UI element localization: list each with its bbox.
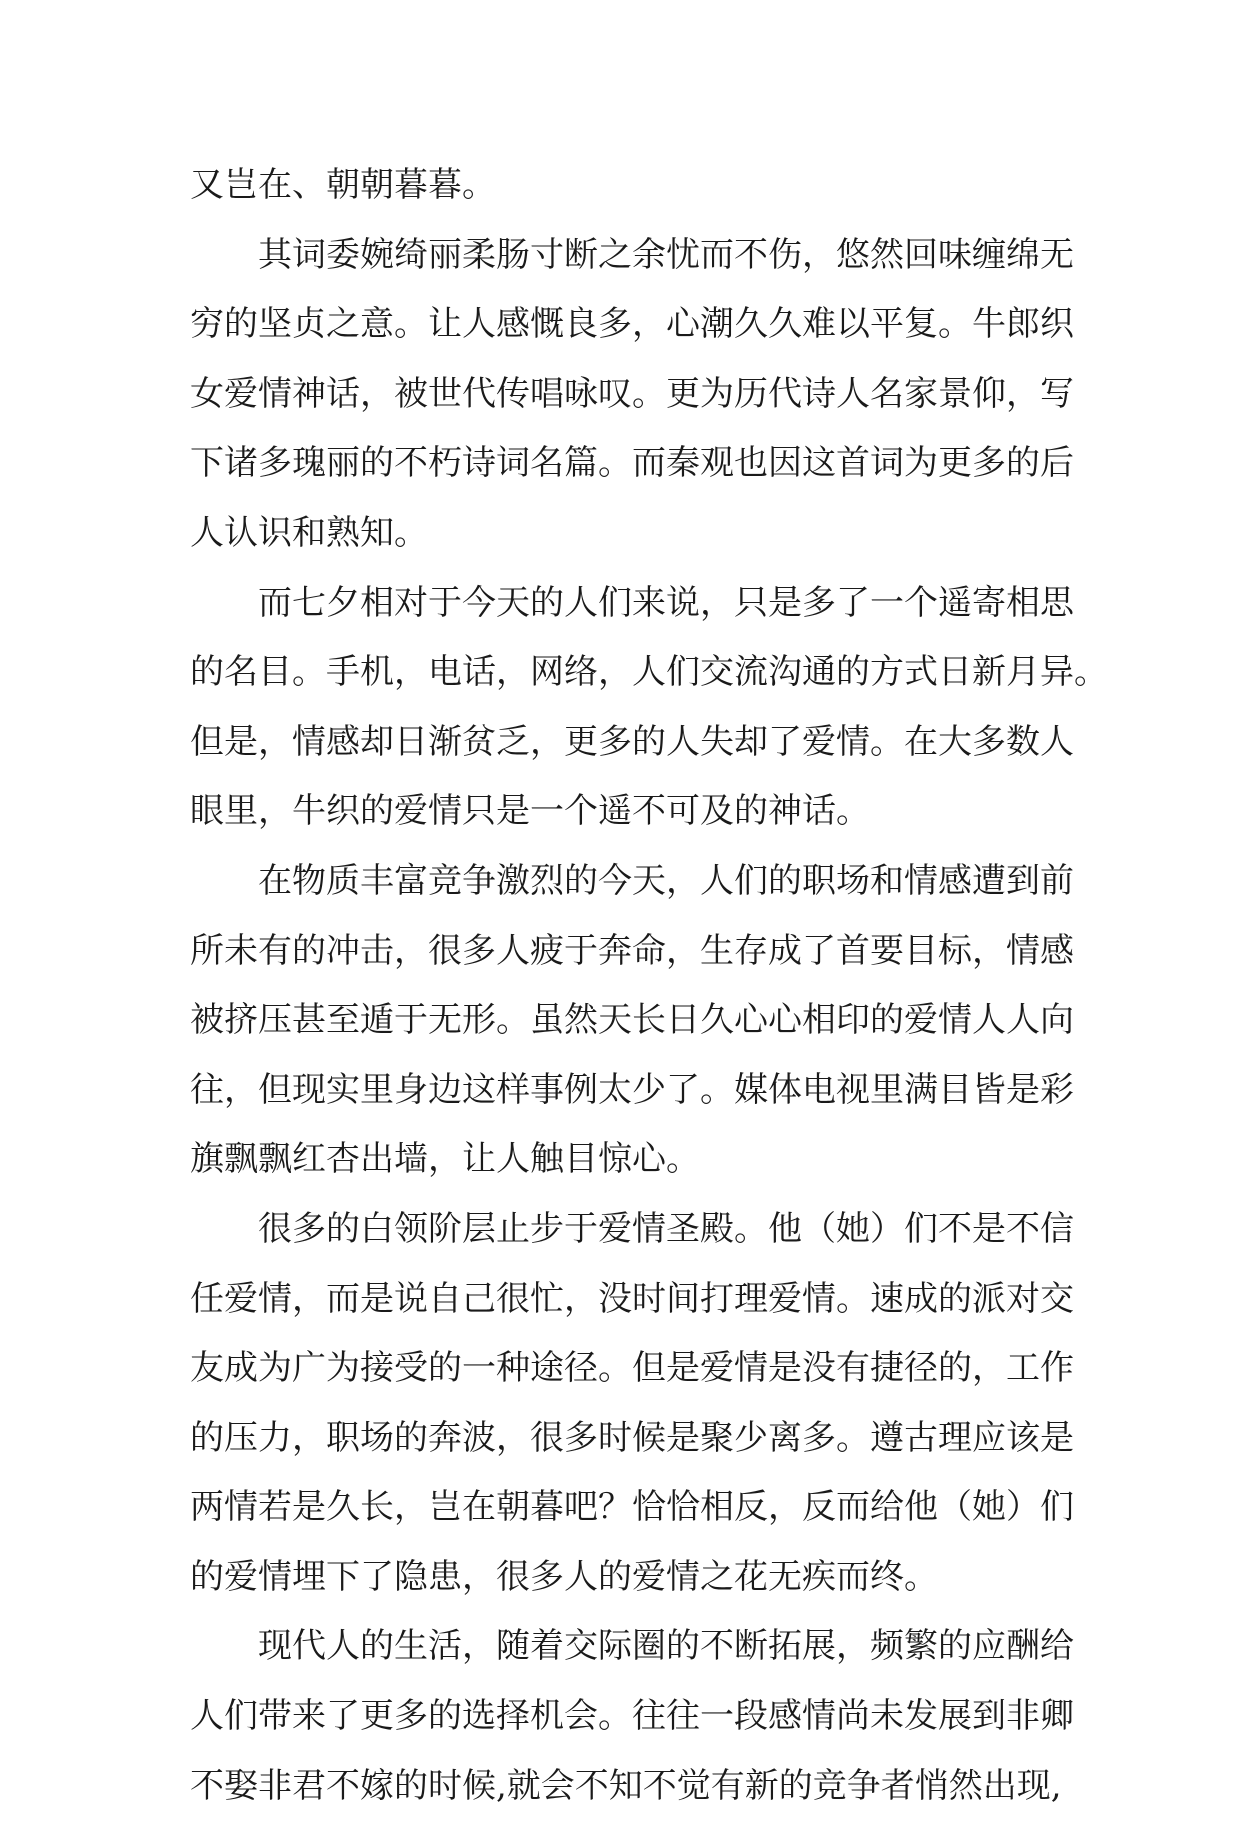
paragraph [190, 1621, 1074, 1830]
text-line: 友成为广为接受的一种途径。但是爱情是没有捷径的，工作 [190, 1348, 1074, 1389]
text-line: 又岂在、朝朝暮暮。 [190, 165, 496, 205]
text-line: 其词委婉绮丽柔肠寸断之余忧而不伤，悠然回味缠绵无 [258, 234, 1074, 275]
text-line: 两情若是久长，岂在朝暮吧？恰恰相反，反而给他（她）们 [190, 1487, 1074, 1528]
paragraph [190, 160, 1050, 230]
text-line: 任爱情，而是说自己很忙，没时间打理爱情。速成的派对交 [190, 1278, 1074, 1319]
text-line: 的爱情埋下了隐患，很多人的爱情之花无疾而终。 [190, 1556, 938, 1597]
paragraph [190, 856, 1074, 1204]
text-line: 女爱情神话，被世代传唱咏叹。更为历代诗人名家景仰，写 [190, 373, 1074, 414]
text-line: 的名目。手机，电话，网络，人们交流沟通的方式日新月异。 [190, 652, 1108, 693]
text-line: 往，但现实里身边这样事例太少了。媒体电视里满目皆是彩 [190, 1069, 1074, 1110]
paragraph [190, 230, 1074, 578]
text-line: 在物质丰富竞争激烈的今天，人们的职场和情感遭到前 [258, 860, 1074, 901]
text-line: 很多的白领阶层止步于爱情圣殿。他（她）们不是不信 [258, 1208, 1074, 1249]
text-line: 旗飘飘红杏出墙，让人触目惊心。 [190, 1139, 700, 1180]
text-line: 被挤压甚至遁于无形。虽然天长日久心心相印的爱情人人向 [190, 1000, 1074, 1041]
text-line: 人们带来了更多的选择机会。往往一段感情尚未发展到非卿 [190, 1696, 1074, 1737]
text-line: 不娶非君不嫁的时候,就会不知不觉有新的竞争者悄然出现, [190, 1765, 1062, 1806]
text-line: 眼里，牛织的爱情只是一个遥不可及的神话。 [190, 791, 870, 832]
text-line: 人认识和熟知。 [190, 512, 428, 553]
text-line: 现代人的生活，随着交际圈的不断拓展，频繁的应酬给 [258, 1626, 1074, 1667]
paragraph [190, 1204, 1074, 1622]
document-page [190, 160, 1108, 1830]
text-line: 的压力，职场的奔波，很多时候是聚少离多。遵古理应该是 [190, 1417, 1074, 1458]
text-line: 穷的坚贞之意。让人感慨良多，心潮久久难以平复。牛郎织 [190, 304, 1074, 345]
text-line: 而七夕相对于今天的人们来说，只是多了一个遥寄相思 [258, 582, 1074, 623]
text-line: 但是，情感却日渐贫乏，更多的人失却了爱情。在大多数人 [190, 721, 1074, 762]
text-line: 下诸多瑰丽的不朽诗词名篇。而秦观也因这首词为更多的后 [190, 443, 1074, 484]
text-line: 所未有的冲击，很多人疲于奔命，生存成了首要目标，情感 [190, 930, 1074, 971]
paragraph [190, 578, 1108, 856]
